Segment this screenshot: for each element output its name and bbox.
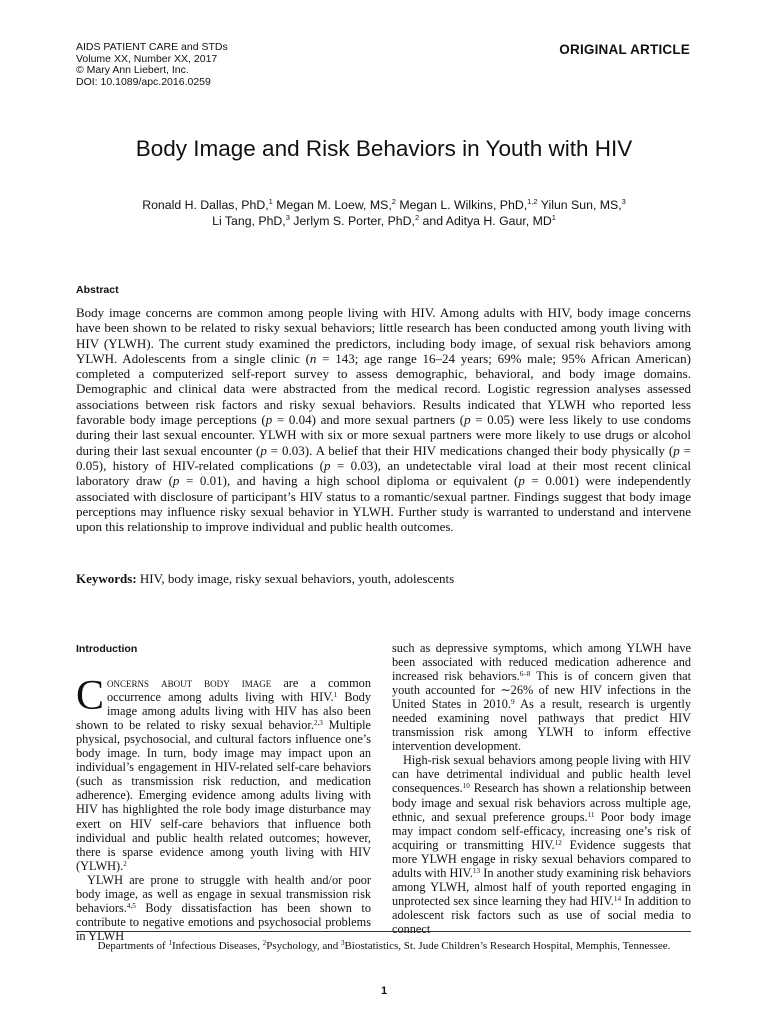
intro-text-run: High-risk sexual behaviors among people living with HIV can have detrimental individual and public health level consequences. [392,753,691,796]
intro-citation: 2 [123,859,127,868]
author-list [60,197,708,229]
author-name: Yilun Sun, MS, [537,198,622,212]
paper-title: Body Image and Risk Behaviors in Youth with HIV [135,136,633,161]
author-affiliation-mark: 1,2 [527,197,538,206]
abstract-text-run: = 0.01), and having a high school diploma or equivalent ( [179,473,519,489]
abstract-text-run: = 0.05) were less likely to use condoms during their last sexual encounter. YLWH with six or more sexual partners were more likely to use drugs or alcohol during their last sexual encounter ( [76,412,691,458]
intro-citation: 2,3 [313,719,323,728]
intro-text-run: Body dissatisfaction has been shown to contribute to negative emotions and psychosocial problems in YLWH [76,900,371,943]
abstract-text-run: = 0.04) and more sexual partners ( [272,412,465,428]
author-affiliation-mark: 1 [268,197,273,206]
author-affiliation-mark: 1 [551,213,556,222]
author-name: Jerlym S. Porter, PhD, [289,214,415,228]
abstract-text-run: = 143; age range 16–24 years; 69% male; 95% African American) completed a computerized self-report survey to assess demographic, behavioral, and body image domains. Demographic and clinical data were abstracted from the medical record. Logistic regression analyses assessed associations between risk factors and risky sexual behaviors. Results indicated that YLWH who reported less favorable body image perceptions ( [76,350,691,428]
section-heading-introduction: Introduction [76,643,138,655]
intro-citation: 14 [613,894,622,903]
affiliation-text-run: Biostatistics, St. Jude Children’s Research Hospital, Memphis, Tennessee. [344,940,671,952]
author-affiliation-mark: 2 [414,213,420,222]
journal-volume: Volume XX, Number XX, 2017 [76,52,218,65]
intro-paragraph-3 [392,641,691,753]
intro-citation: 1 [333,691,338,700]
abstract-italic-symbol: p [673,442,680,458]
intro-text-run: YLWH are prone to struggle with health and/or poor body image, as well as engage in sexual transmission risk behaviors. [76,872,371,915]
abstract-text-run: Body image concerns are common among people living with HIV. Among adults with HIV, body image concerns have been shown to be related to risky sexual behaviors; little research has been conducted among youth living with HIV (YLWH). The current study examined the predictors, including body image, of sexual risk behaviors among YLWH. Adolescents from a single clinic ( [76,305,691,366]
article-type-label: ORIGINAL ARTICLE [559,42,690,57]
abstract-italic-symbol: p [324,457,331,473]
author-name: Megan M. Loew, MS, [272,198,392,212]
abstract-italic-symbol: p [260,442,267,458]
intro-citation: 12 [554,838,562,847]
body-column-right [392,641,691,936]
abstract-text-run: = 0.001) were independently associated with disclosure of participant’s HIV status to a romantic/sexual partner. Findings suggest that body image perceptions may influence risky sexual behavior in YLWH. Further study is warranted to understand and intervene upon this relationship to improve individual and public health outcomes. [76,473,691,535]
affiliation-text-run: Departments of [97,940,169,952]
intro-text-run: Evidence suggests that more YLWH engage in risky sexual behaviors compared to adults with HIV. [392,837,691,880]
footnote-divider [76,931,691,932]
keywords [76,571,691,586]
intro-citation: 6–8 [519,670,531,679]
intro-citation: 13 [472,866,481,875]
intro-text-run: Poor body image may impact condom self-efficacy, increasing one’s risk of acquiring or transmitting HIV. [392,809,691,852]
intro-text-run: As a result, research is urgently needed examining novel pathways that predict HIV transmission risk among YLWH to inform effective intervention development. [392,697,691,754]
abstract-italic-symbol: n [309,350,317,366]
affiliation-citation: 1 [168,939,172,947]
intro-paragraph-2 [76,873,371,943]
abstract-text-run: = 0.05), history of HIV-related complications ( [76,442,691,473]
intro-text-run: In addition to adolescent risk factors such as use of social media to connect [392,893,691,936]
author-affiliation-mark: 3 [285,213,290,222]
author-name: and Aditya H. Gaur, MD [419,214,552,228]
author-name: Li Tang, PhD, [212,214,286,228]
intro-citation: 11 [587,810,595,819]
intro-text-run: Research has shown a relationship between body image and sexual risk behaviors across multiple age, ethnic, and sexual preference groups. [392,781,691,824]
abstract-italic-symbol: p [518,473,525,489]
author-name: Megan L. Wilkins, PhD, [395,198,528,212]
abstract-body [76,305,691,534]
affiliation-text-run: Infectious Diseases, [171,940,263,952]
abstract-text-run: = 0.03). A belief that their HIV medications changed their body physically ( [266,442,674,458]
journal-copyright: © Mary Ann Liebert, Inc. [76,64,189,76]
intro-text-run: are a common occurrence among adults living with HIV. [107,676,371,705]
intro-text-run: This is of concern given that youth accounted for ∼26% of new HIV infections in the United States in 2010. [392,669,691,712]
journal-name: AIDS PATIENT CARE and STDs [76,41,228,53]
journal-doi: DOI: 10.1089/apc.2016.0259 [76,75,211,88]
body-column-left [76,642,371,943]
abstract-italic-symbol: p [172,473,180,489]
affiliation-citation: 2 [262,939,267,947]
author-affiliation-mark: 2 [391,197,396,206]
intro-paragraph-1 [76,673,371,873]
affiliations-footnote [60,940,708,952]
intro-paragraph-1-text [76,673,371,873]
drop-cap: C [76,673,105,720]
journal-info [76,42,228,88]
intro-text-run: In another study examining risk behaviors among YLWH, almost half of youth reported engaging in unprotected sex since learning they had HIV. [392,865,691,908]
keywords-text: HIV, body image, risky sexual behaviors, youth, adolescents [136,571,455,586]
intro-citation: 9 [510,698,515,707]
abstract-italic-symbol: p [265,412,273,428]
affiliation-text-run: Psychology, and [266,940,341,952]
intro-text-run: Multiple physical, psychosocial, and cultural factors influence one’s body image. In turn, body image may impact upon an individual’s engagement in HIV-related self-care behaviors (such as transmission risk reduction, and medication adherence). Emerging evidence among adults living with HIV has highlighted the role body image disturbance may exert on HIV self-care behaviors that influence both individual and public health related outcomes; however, there is sparse evidence among youth living with HIV (YLWH). [76,718,371,873]
intro-paragraph-4 [392,753,691,936]
affiliation-citation: 3 [340,939,345,947]
intro-text-run: such as depressive symptoms, which among YLWH have been associated with reduced medication adherence and increased risk behaviors. [392,641,691,684]
author-line-1 [60,197,708,213]
author-name: Ronald H. Dallas, PhD, [142,198,269,212]
author-line-2 [60,213,708,229]
abstract-heading: Abstract [76,284,119,296]
intro-text-run: Body image among adults living with HIV has also been shown to be related to risky sexual behavior. [76,690,371,733]
intro-citation: 4,5 [126,901,136,910]
page-number: 1 [380,985,388,997]
author-affiliation-mark: 3 [621,197,626,206]
abstract-italic-symbol: p [464,412,471,428]
abstract-text-run: = 0.03), an undetectable viral load at their most recent clinical laboratory draw ( [76,457,691,489]
intro-smallcaps-lead: oncerns about body image [107,676,272,691]
keywords-label: Keywords: [76,571,137,586]
intro-citation: 10 [462,782,470,791]
